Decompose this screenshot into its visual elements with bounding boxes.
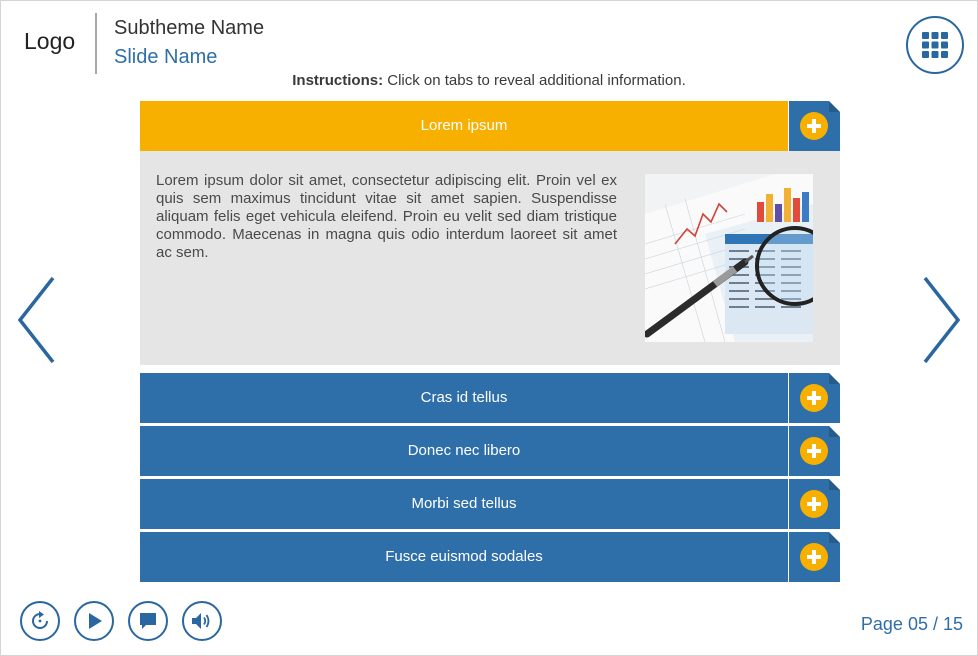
tab-toggle-button[interactable]: [789, 101, 840, 151]
play-icon: [83, 610, 105, 632]
logo: Logo: [24, 28, 76, 54]
tab-label: Lorem ipsum: [140, 101, 788, 151]
replay-button[interactable]: [20, 601, 60, 641]
replay-icon: [29, 610, 51, 632]
captions-icon: [137, 610, 159, 632]
previous-slide-button[interactable]: [16, 276, 56, 364]
next-slide-button[interactable]: [922, 276, 962, 364]
page-indicator: Page 05 / 15: [860, 614, 963, 634]
tab-lorem-ipsum[interactable]: [140, 101, 840, 151]
tab-toggle-button[interactable]: [789, 426, 840, 476]
plus-icon: [800, 384, 828, 412]
tab-cras-id-tellus[interactable]: [140, 373, 840, 423]
tab-label: Donec nec libero: [140, 426, 788, 476]
tab-fusce-euismod-sodales[interactable]: [140, 532, 840, 582]
tab-label: Cras id tellus: [140, 373, 788, 423]
menu-button[interactable]: [906, 16, 964, 74]
captions-button[interactable]: [128, 601, 168, 641]
chevron-right-icon: [922, 276, 962, 364]
financial-report-image: [645, 174, 813, 342]
volume-icon: [190, 610, 214, 632]
instructions-text: Click on tabs to reveal additional information.: [387, 72, 686, 89]
instructions: [0, 72, 978, 89]
slide-title: Slide Name: [114, 46, 218, 68]
plus-icon: [800, 490, 828, 518]
tab-toggle-button[interactable]: [789, 373, 840, 423]
plus-icon: [800, 543, 828, 571]
grid-icon: [921, 31, 949, 59]
plus-icon: [800, 437, 828, 465]
panel-text: Lorem ipsum dolor sit amet, consectetur adipiscing elit. Proin vel ex quis sem maximus tincidunt vitae sit amet sapien. Suspendisse aliquam felis eget vehicula eleifend. Proin eu velit sed diam tristique commodo. Maecenas in magna quis odio interdum laoreet sit amet ac sem.: [156, 172, 617, 261]
tab-morbi-sed-tellus[interactable]: [140, 479, 840, 529]
volume-button[interactable]: [182, 601, 222, 641]
instructions-label: Instructions:: [292, 72, 384, 89]
tab-content-panel: [140, 151, 840, 365]
header-divider: [95, 13, 97, 74]
tab-donec-nec-libero[interactable]: [140, 426, 840, 476]
plus-icon: [800, 112, 828, 140]
tab-label: Fusce euismod sodales: [140, 532, 788, 582]
tab-toggle-button[interactable]: [789, 479, 840, 529]
tab-toggle-button[interactable]: [789, 532, 840, 582]
chevron-left-icon: [16, 276, 56, 364]
play-button[interactable]: [74, 601, 114, 641]
tab-label: Morbi sed tellus: [140, 479, 788, 529]
subtheme-title: Subtheme Name: [114, 17, 265, 39]
